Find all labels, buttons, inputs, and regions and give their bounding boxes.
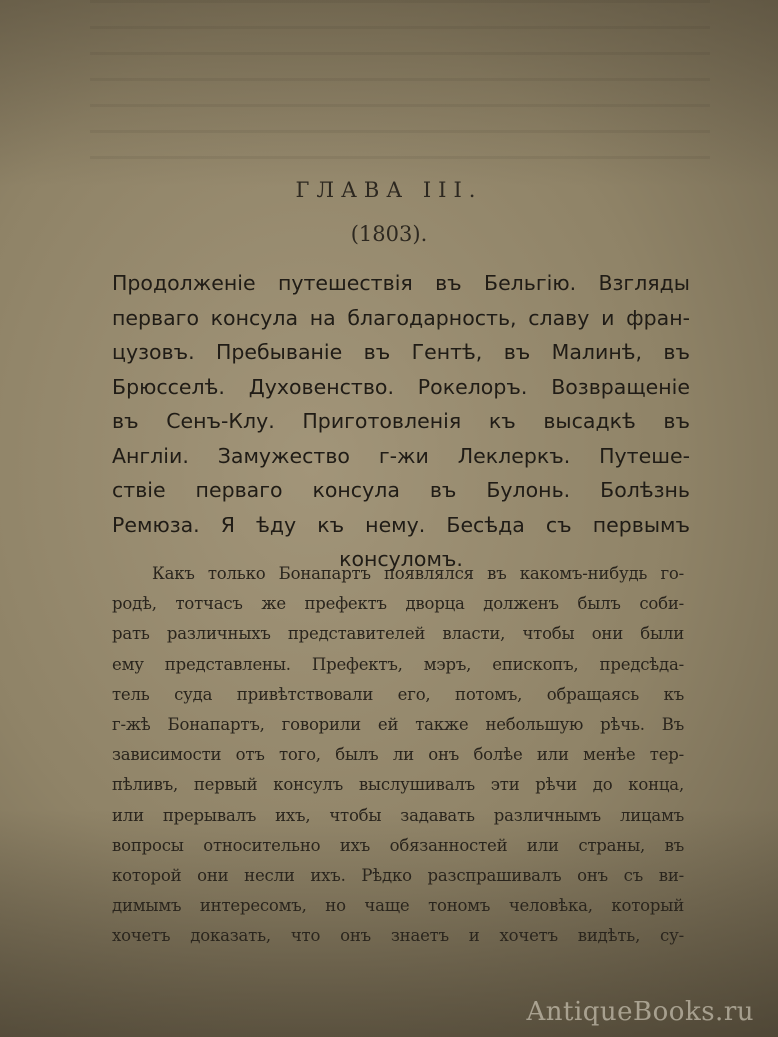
summary-line: цузовъ. Пребываніе въ Гентѣ, въ Малинѣ, въ [112, 340, 690, 364]
body-line: тель суда привѣтствовали его, потомъ, обращаясь къ [112, 684, 684, 704]
body-line: вопросы относительно ихъ обязанностей или страны, въ [112, 835, 684, 855]
body-line: пѣливъ, первый консулъ выслушивалъ эти рѣчи до конца, [112, 775, 684, 795]
chapter-summary [112, 266, 690, 577]
body-line: Какъ только Бонапартъ появлялся въ какомъ-нибудь го- [152, 564, 684, 583]
summary-line: Англіи. Замужество г-жи Леклеркъ. Путеше- [112, 443, 690, 468]
chapter-year: (1803). [350, 222, 428, 246]
summary-line: въ Сенъ-Клу. Приготовленія къ высадкѣ въ [112, 409, 690, 433]
summary-line: перваго консула на благодарность, славу и фран- [112, 305, 690, 330]
bleed-through-text [90, 0, 710, 160]
body-line: рать различныхъ представителей власти, чтобы они были [112, 624, 684, 644]
body-line: г-жѣ Бонапартъ, говорили ей также небольшую рѣчь. Въ [112, 715, 684, 735]
body-line: зависимости отъ того, былъ ли онъ болѣе или менѣе тер- [112, 745, 684, 765]
summary-line: консуломъ. [339, 547, 463, 571]
chapter-title: ГЛАВА III. [295, 178, 483, 202]
summary-line: Ремюза. Я ѣду къ нему. Бесѣда съ первымъ [112, 512, 690, 537]
summary-line: ствіе перваго консула въ Булонь. Болѣзнь [112, 478, 690, 502]
body-line: или прерывалъ ихъ, чтобы задавать различнымъ лицамъ [112, 805, 684, 825]
body-line: которой они несли ихъ. Рѣдко разспрашивалъ онъ съ ви- [112, 866, 684, 886]
body-line: хочетъ доказать, что онъ знаетъ и хочетъ видѣть, су- [112, 926, 684, 946]
body-line: димымъ интересомъ, но чаще тономъ человѣка, который [112, 896, 684, 916]
body-line: родѣ, тотчасъ же префектъ дворца долженъ былъ соби- [112, 594, 684, 614]
body-text [112, 559, 684, 952]
summary-line: Брюсселѣ. Духовенство. Рокелоръ. Возвращеніе [112, 374, 690, 399]
body-line: ему представлены. Префектъ, мэръ, епископъ, предсѣда- [112, 654, 684, 674]
watermark: AntiqueBooks.ru [526, 997, 754, 1027]
summary-line: Продолженіе путешествія въ Бельгію. Взгляды [112, 271, 690, 295]
